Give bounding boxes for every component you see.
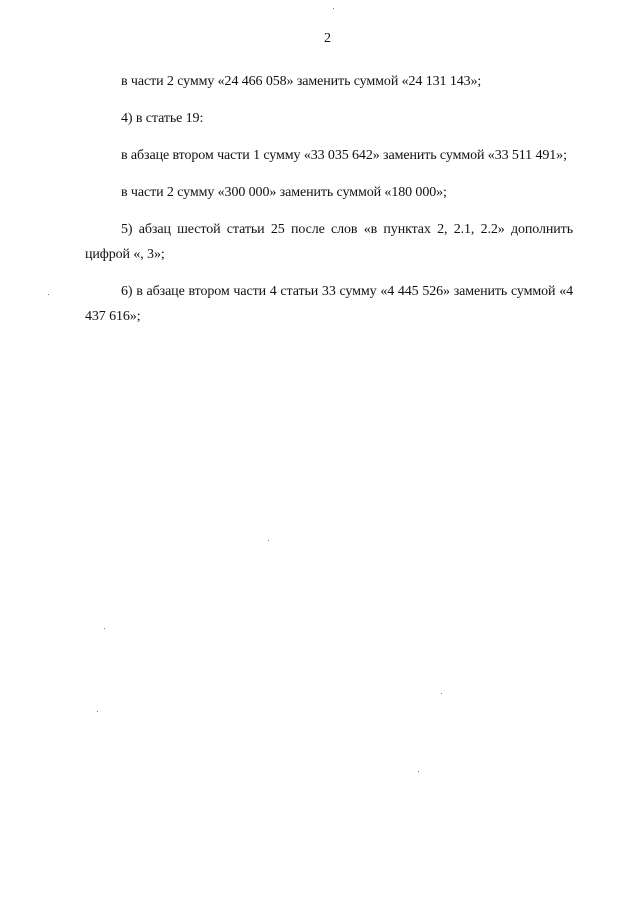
document-body [85,69,573,341]
paragraph-article-25: 5) абзац шестой статьи 25 после слов «в пунктах 2, 2.1, 2.2» дополнить цифрой «, 3»; [85,222,573,262]
scan-speck [48,294,49,295]
scan-speck [104,628,105,629]
paragraph-part2-sum: в части 2 сумму «24 466 058» заменить суммой «24 131 143»; [121,74,482,89]
scan-speck [333,8,334,9]
scan-speck [97,711,98,712]
scan-speck [418,771,419,772]
paragraph-article-19: 4) в статье 19: [121,111,204,126]
scan-speck [441,693,442,694]
paragraph-article-19-part2: в части 2 сумму «300 000» заменить суммой «180 000»; [121,185,447,200]
paragraph-article-19-part1: в абзаце втором части 1 сумму «33 035 642» заменить суммой «33 511 491»; [121,148,567,163]
scan-speck [268,540,269,541]
paragraph-article-33: 6) в абзаце втором части 4 статьи 33 сумму «4 445 526» заменить суммой «4 437 616»; [85,284,573,324]
page-number: 2 [324,31,331,46]
